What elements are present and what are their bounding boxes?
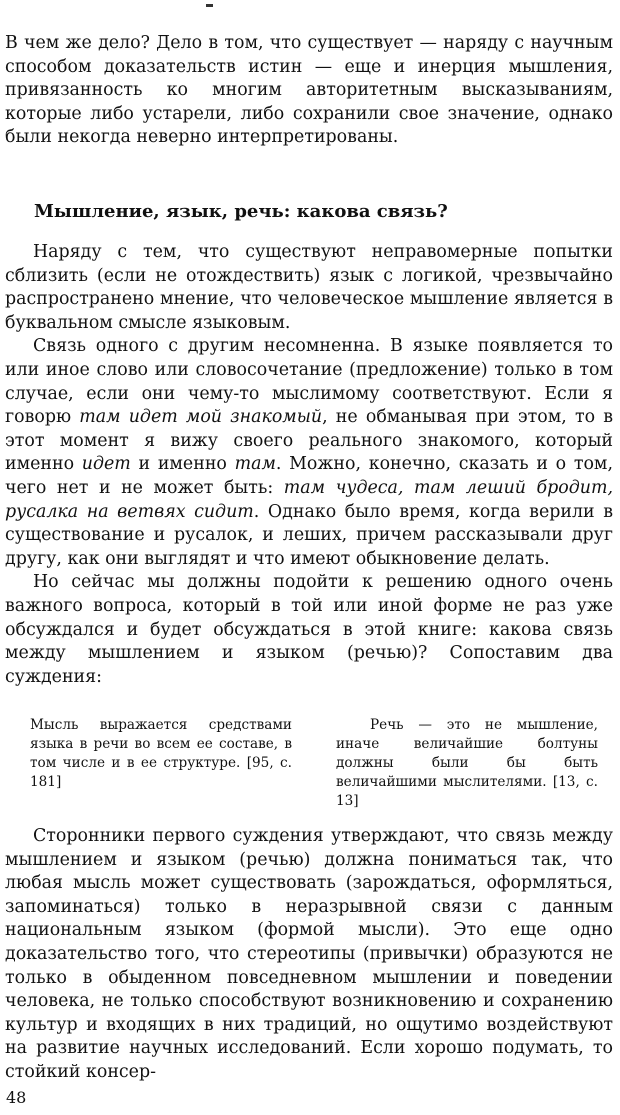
paragraph-2-text: Наряду с тем, что существуют неправомерные попытки сблизить (если не отождествить) язык с логикой, чрезвычайно распространено мнение, что человеческое мышление является в буквальном смысле языковым. (5, 242, 613, 333)
quote-left-text: Мысль выражается средствами языка в речи во всем ее составе, в том числе и в ее структуре. [95, с. 181] (30, 717, 292, 790)
paragraph-1-text: В чем же дело? Дело в том, что существует — наряду с научным способом доказательств истин — еще и инерция мышления, привязанность ко многим авторитетным высказываниям, которые либо устарели, либо сохранили свое значение, однако были некогда неверно интерпретированы. (5, 33, 613, 148)
italic-phrase-1: там идет мой знакомый (79, 407, 323, 428)
paragraph-intro (5, 32, 613, 150)
section-heading: Мышление, язык, речь: какова связь? (34, 201, 448, 222)
quote-right-text: Речь — это не мышление, иначе величайшие болтуны должны были бы быть величайшими мыслителями. [13, с. 13] (336, 717, 598, 809)
quote-left (30, 716, 292, 792)
page-number: 48 (6, 1088, 27, 1107)
print-mark (206, 4, 213, 7)
italic-phrase-2: идет (81, 454, 131, 475)
paragraph-4-text: Но сейчас мы должны подойти к решению одного очень важного вопроса, который в той или иной форме не раз уже обсуждался и будет обсуждаться в этой книге: какова связь между мышлением и языком (речью)? Сопоставим два суждения: (5, 572, 613, 687)
paragraph-3-text-1: Связь одного с другим несомненна. В языке появляется то или иное слово или словосочетание (предложение) только в том случае, если они чему-то мыслимому соответствуют. Если я говорю (5, 336, 613, 428)
closing-body (5, 825, 613, 1085)
paragraph-3-text-2: , не обманывая при этом, то в этот момент я вижу своего реального знакомого, который именно (5, 407, 613, 475)
italic-phrase-3: там (234, 454, 276, 475)
italic-phrase-4: там чудеса, там леший бродит, русалка на ветвях сидит (5, 477, 614, 522)
paragraph-5-text: Сторонники первого суждения утверждают, что связь между мышлением и языком (речью) должна пониматься так, что любая мысль может существовать (зарождаться, оформляться, запоминаться) только в неразрывной связи с данным национальным языком (формой мысли). Это еще одно доказательство того, что стереотипы (привычки) образуются не только в обыденном повседневном мышлении и поведении человека, не только способствуют возникновению и сохранению культур и входящих в них традиций, но ощутимо воздействуют на развитие научных исследований. Если хорошо подумать, то стойкий консер- (5, 826, 613, 1082)
section-body (5, 241, 613, 689)
paragraph-3-text-3: и именно (130, 454, 235, 475)
paragraph-3-text-4: . Можно, конечно, сказать и о том, чего нет и не может быть: (5, 454, 613, 498)
quote-right (336, 716, 598, 811)
paragraph-3-text-5: . Однако было время, когда верили в существование и русалок, и леших, причем рассказывали друг другу, как они выглядят и что имеют обыкновение делать. (5, 501, 613, 569)
paragraph-3 (5, 335, 613, 571)
